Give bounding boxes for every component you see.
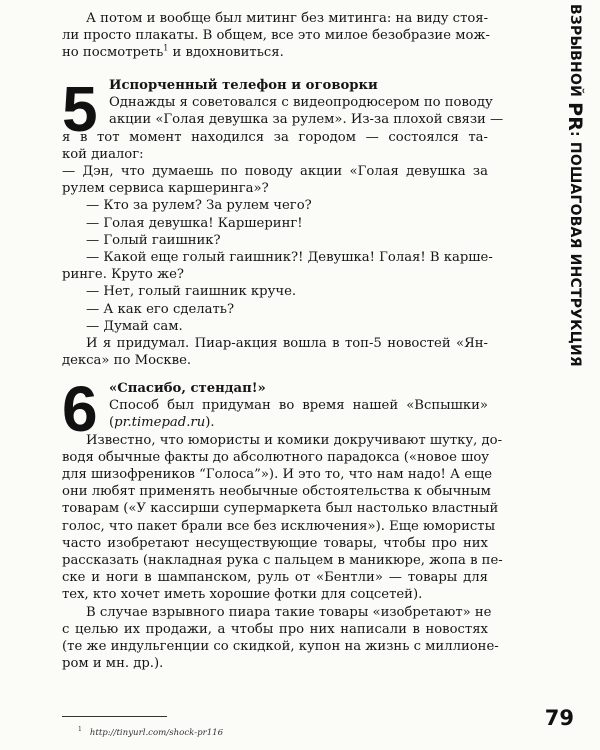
footnote-url[interactable]: http://tinyurl.com/shock-pr116 — [89, 728, 224, 738]
book-title-pr: PR — [564, 102, 586, 132]
section-5-line-2: акции «Голая девушка за рулем». Из-за плохой связи — — [109, 112, 504, 128]
footnote-divider — [62, 716, 167, 717]
section-5 — [62, 73, 504, 369]
intro-paragraph — [62, 10, 488, 62]
section-number-6: 6 — [62, 373, 96, 445]
section-5-line-4: кой диалог: — [62, 146, 144, 162]
section-6-line-1: Способ был придуман во время нашей «Вспышки» — [109, 398, 488, 414]
section-6-body-line-1: Известно, что юмористы и комики докручивают шутку, до- — [86, 432, 503, 448]
section-6-body-line-10: тех, кто хочет иметь хорошие фотки для соцсетей). — [62, 587, 423, 603]
intro-line-2: ли просто плакаты. В общем, все это милое безобразие мож- — [62, 28, 490, 44]
section-5-conclusion-line-1: И я придумал. Пиар-акция вошла в топ-5 новостей «Ян- — [86, 336, 488, 352]
dialog-line-4: — Голая девушка! Каршеринг! — [86, 215, 303, 231]
dialog-line-2: рулем сервиса каршеринга»? — [62, 181, 269, 197]
dialog-line-7: ринге. Круто же? — [62, 267, 184, 283]
footnote-mark: 1 — [78, 726, 82, 734]
dialog-line-6: — Какой еще голый гаишник?! Девушка! Голая! В карше- — [86, 250, 493, 266]
section-6-body-line-8: рассказать (накладная рука с пальцем в маникюре, жопа в пе- — [62, 553, 503, 569]
timepad-link[interactable]: pr.timepad.ru — [114, 415, 206, 431]
section-6-body-line-14: ром и мн. др.). — [62, 656, 164, 672]
section-6-body-line-9: ске и ноги в шампанском, руль от «Бентли» — товары для — [62, 570, 488, 586]
section-6-body-line-6: голос, что пакет брали все без исключения»). Еще юмористы — [62, 518, 496, 534]
footnote-reference: 1 — [163, 44, 169, 54]
section-6-body-line-5: товарам («У кассирши супермаркета был настолько властный — [62, 501, 499, 517]
section-6 — [62, 373, 503, 672]
footnote — [78, 728, 223, 738]
page-number: 79 — [544, 706, 574, 730]
intro-line-1: А потом и вообще был митинг без митинга: на виду стоя- — [86, 11, 489, 26]
intro-line-3 — [62, 44, 488, 61]
book-title-suffix: : ПОШАГОВАЯ ИНСТРУКЦИЯ — [567, 131, 583, 367]
intro-line-3-start: но посмотреть — [62, 45, 164, 61]
dialog-line-5: — Голый гаишник? — [86, 232, 221, 248]
dialog-line-8: — Нет, голый гаишник круче. — [86, 284, 297, 300]
section-6-body-line-2: водя обычные факты до абсолютного парадокса («новое шоу — [62, 449, 490, 465]
section-5-conclusion-line-2: декса» по Москве. — [62, 353, 192, 369]
section-6-body-line-3: для шизофреников “Голоса”»). И это то, что нам надо! А еще — [62, 467, 493, 483]
dialog-line-3: — Кто за рулем? За рулем чего? — [86, 198, 312, 214]
section-number-5: 5 — [62, 73, 96, 145]
section-6-body-line-11: В случае взрывного пиара такие товары «изобретают» не — [86, 604, 492, 620]
section-6-body-line-13: (те же индульгенции со скидкой, купон на жизнь с миллионе- — [62, 639, 499, 655]
section-6-body-line-12: с целью их продажи, а чтобы про них написали в новостях — [62, 621, 488, 637]
link-open-paren: ( — [109, 415, 115, 431]
section-5-line-1: Однажды я советовался с видеопродюсером по поводу — [109, 95, 493, 111]
link-close-paren: ). — [205, 415, 215, 431]
intro-line-3-end: и вдохновиться. — [168, 45, 284, 61]
section-6-heading: «Спасибо, стендап!» — [109, 381, 266, 396]
dialog-line-1: — Дэн, что думаешь по поводу акции «Голая девушка за — [62, 164, 488, 180]
section-6-line-2 — [109, 414, 488, 431]
section-6-body-line-7: часто изобретают несуществующие товары, чтобы про них — [62, 535, 488, 551]
book-title-prefix: ВЗРЫВНОЙ — [567, 4, 583, 103]
dialog-line-10: — Думай сам. — [86, 318, 183, 334]
section-5-line-3: я в тот момент находился за городом — состоялся та- — [62, 129, 488, 145]
section-5-heading: Испорченный телефон и оговорки — [109, 78, 378, 93]
section-6-body-line-4: они любят применять необычные обстоятельства к обычным — [62, 484, 491, 500]
dialog-line-9: — А как его сделать? — [86, 301, 235, 317]
vertical-book-title — [562, 4, 588, 366]
